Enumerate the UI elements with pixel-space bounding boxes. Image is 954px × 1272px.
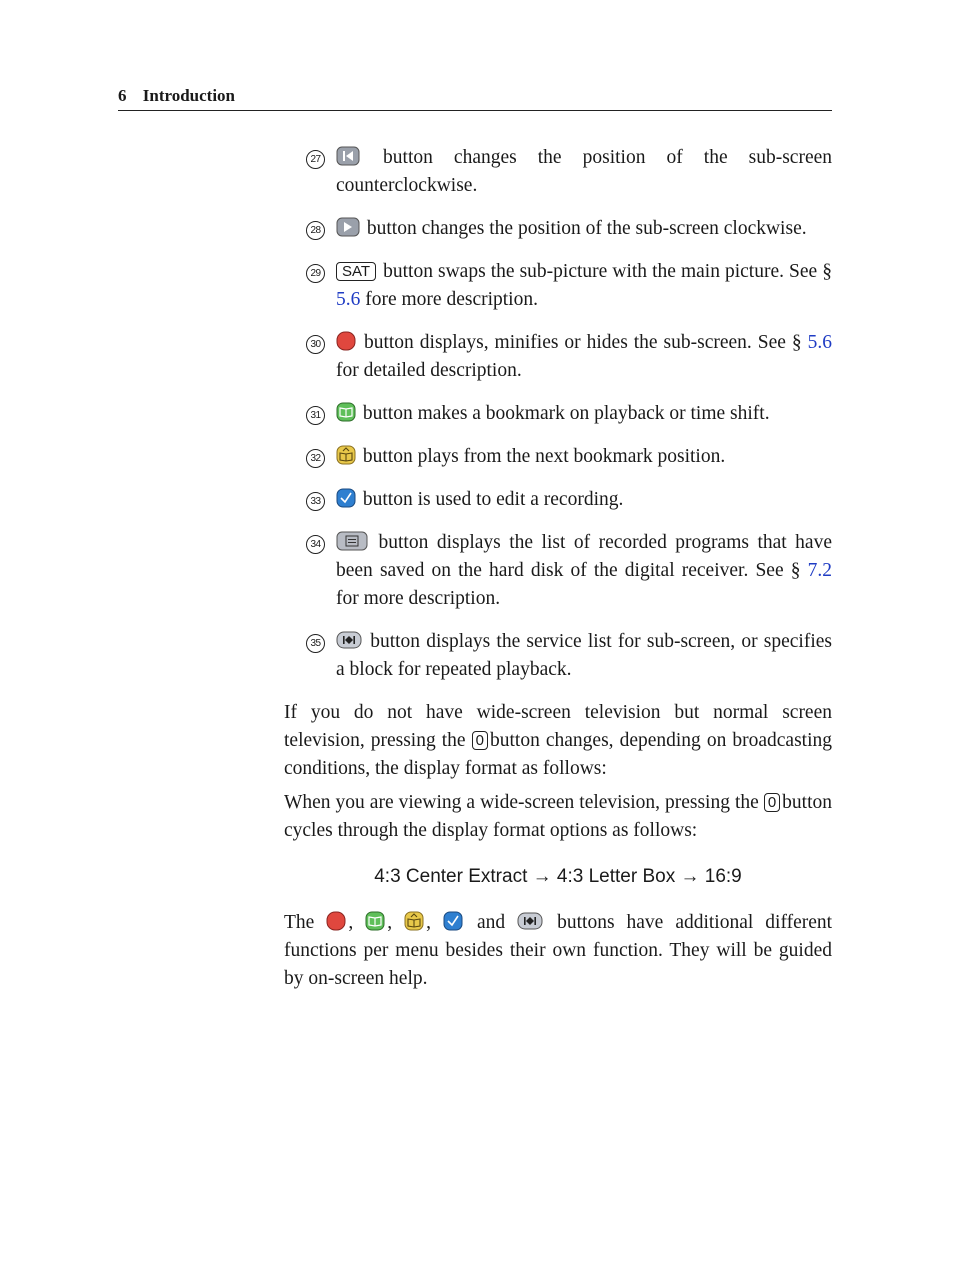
item-number: 34: [306, 535, 325, 554]
blue-check-icon: [443, 911, 463, 931]
paragraph: [284, 699, 832, 783]
item-number: 30: [306, 335, 325, 354]
item-text: button displays, minifies or hides the sub-screen. See §: [363, 332, 802, 353]
item-text: button swaps the sub-picture with the main picture. See §: [383, 261, 833, 282]
paragraph-text: The: [284, 912, 315, 933]
green-bookmark-icon: [336, 402, 356, 422]
item-text: button displays the list of recorded programs that have been saved on the hard disk of the digital receiver. See §: [336, 532, 832, 581]
prev-rewind-icon: [336, 146, 360, 166]
list-item: [284, 486, 832, 514]
item-text-end: for detailed description.: [336, 360, 522, 381]
item-number: 32: [306, 449, 325, 468]
list-item: [284, 400, 832, 428]
separator: ,: [426, 912, 431, 933]
green-bookmark-icon: [365, 911, 385, 931]
paragraph-text: button changes, depending on broadcasting conditions, the display format as follows:: [284, 730, 833, 779]
section-link[interactable]: 5.6: [336, 289, 361, 310]
paragraph-text: If you do not have wide-screen television but normal screen television, pressing the: [284, 702, 832, 751]
item-number: 29: [306, 264, 325, 283]
list-item: [284, 529, 832, 613]
separator: ,: [348, 912, 354, 933]
list-item: [284, 628, 832, 684]
red-button-icon: [336, 331, 356, 351]
skip-block-icon: [336, 630, 362, 650]
paragraph-text: and: [476, 912, 506, 933]
recordings-list-icon: [336, 531, 368, 551]
skip-block-icon: [517, 911, 543, 931]
yellow-bookmark-jump-icon: [404, 911, 424, 931]
item-text: button displays the service list for sub-screen, or specifies a block for repeated playback.: [336, 631, 833, 680]
list-item: [284, 443, 832, 471]
list-item: [284, 329, 832, 385]
red-button-icon: [326, 911, 346, 931]
button-list: [284, 144, 832, 684]
item-number: 35: [306, 634, 325, 653]
item-text-end: fore more description.: [365, 289, 538, 310]
page-header: [118, 86, 832, 111]
item-text: button plays from the next bookmark position.: [362, 446, 726, 467]
section-link[interactable]: 7.2: [807, 560, 833, 581]
page-number: 6: [118, 86, 127, 105]
yellow-bookmark-jump-icon: [336, 445, 356, 465]
sat-key: SAT: [336, 262, 376, 281]
item-number: 31: [306, 406, 325, 425]
list-item: [284, 144, 832, 200]
page-content: [284, 144, 832, 999]
paragraph-text: When you are viewing a wide-screen television, pressing the: [284, 792, 759, 813]
chapter-title: Introduction: [142, 86, 236, 105]
section-link[interactable]: 5.6: [807, 332, 832, 353]
item-text-end: for more description.: [336, 588, 501, 609]
display-format-sequence: 4:3 Center Extract → 4:3 Letter Box → 16:9: [374, 866, 742, 887]
paragraph: [284, 909, 832, 993]
zero-key: 0: [472, 731, 488, 750]
item-number: 27: [306, 150, 325, 169]
paragraph-text: buttons have additional different functions per menu besides their own function. They will be guided by on-screen help.: [284, 912, 833, 989]
zero-key: 0: [764, 793, 780, 812]
blue-check-icon: [336, 488, 356, 508]
item-text: button changes the position of the sub-screen counterclockwise.: [336, 147, 833, 196]
item-number: 28: [306, 221, 325, 240]
item-text: button makes a bookmark on playback or time shift.: [362, 403, 770, 424]
item-text: button changes the position of the sub-screen clockwise.: [366, 218, 807, 239]
separator: ,: [387, 912, 393, 933]
item-text: button is used to edit a recording.: [362, 489, 624, 510]
item-number: 33: [306, 492, 325, 511]
paragraph: [284, 789, 832, 845]
list-item: [284, 215, 832, 243]
list-item: [284, 258, 832, 314]
play-forward-icon: [336, 217, 360, 237]
paragraph-text: button cycles through the display format options as follows:: [284, 792, 832, 841]
